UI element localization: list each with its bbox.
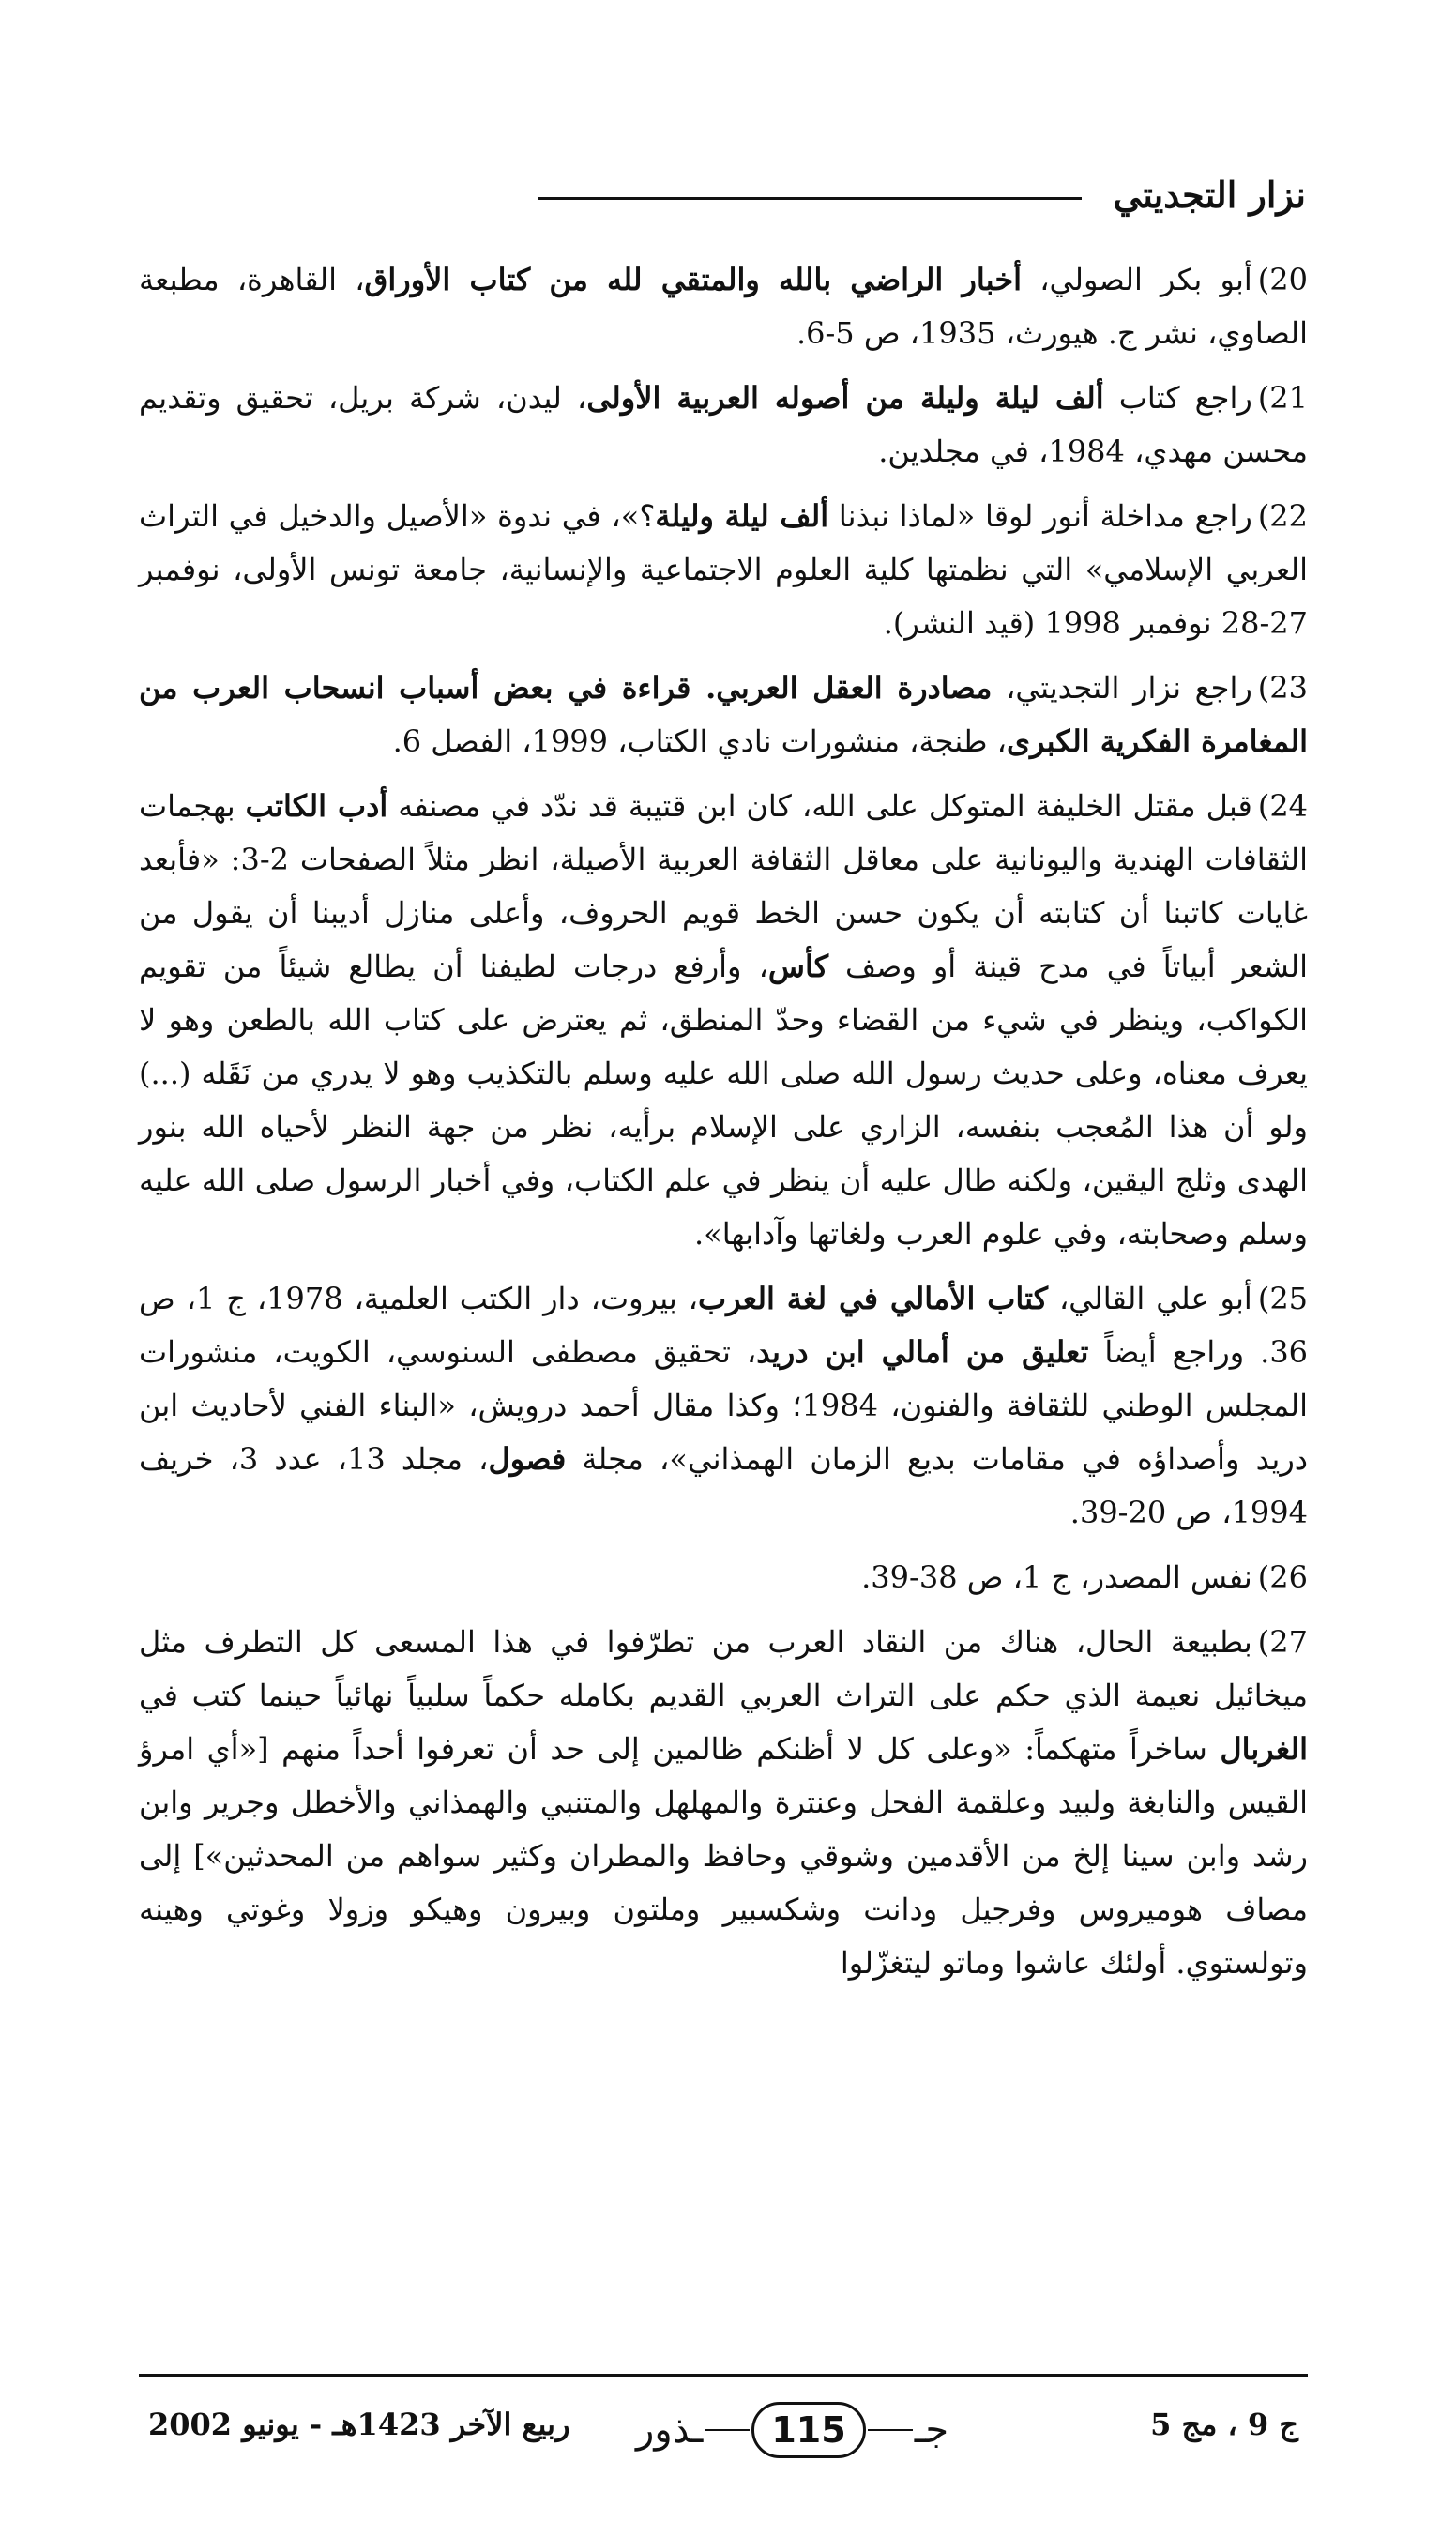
journal-line-right: [868, 2429, 913, 2431]
footnote-text: ؟»، في ندوة «الأصيل والدخيل في التراث العربي الإسلامي» التي نظمتها كلية العلوم الاجتماعية والإنسانية، جامعة تونس الأولى، نوفمبر 27-28 نوفمبر 1998 (قيد النشر).: [139, 498, 1309, 641]
footnote-text: ، ليدن، شركة بريل، تحقيق وتقديم محسن مهدي، 1984، في مجلدين.: [139, 380, 1308, 469]
footnote-text: ساخراً متهكماً: «وعلى كل لا أظنكم ظالمين إلى حد أن تعرفوا أحداً منهم [«أي امرؤ القيس والنابغة ولبيد وعلقمة الفحل وعنترة والمهلهل والمتنبي والهمذاني والأخطل وجرير وابن رشد وابن سينا إلخ من الأقدمين وشوقي وحافظ والمطران وكثير سواهم من المحدثين»] إلى مصاف هوميروس وفرجيل ودانت وشكسبير وملتون وبيرون وهيكو وزولا وغوتي وهينه وتولستوي. أولئك عاشوا وماتو ليتغزّلوا: [139, 1731, 1309, 1981]
footnote-title: أخبار الراضي بالله والمتقي لله من كتاب الأوراق: [364, 262, 1022, 297]
footnote: [139, 1551, 1308, 1604]
footnote-number: 26): [1257, 1559, 1308, 1595]
footnote-text: أبو علي القالي،: [1048, 1281, 1252, 1316]
footnote-title: ألف ليلة وليلة من أصوله العربية الأولى: [586, 380, 1104, 416]
footnote: [139, 490, 1308, 650]
footnote-text: قبل مقتل الخليفة المتوكل على الله، كان ابن قتيبة قد ندّد في مصنفه: [387, 788, 1252, 824]
footnote-text: راجع مداخلة أنور لوقا «لماذا نبذنا: [828, 498, 1252, 534]
footnote-text: بطبيعة الحال، هناك من النقاد العرب من تطرّفوا في هذا المسعى كل التطرف مثل ميخائيل نعيمة الذي حكم على التراث العربي القديم بكامله حكماً سلبياً نهائياً حينما كتب في: [139, 1624, 1308, 1713]
footnote-text: ، تحقيق مصطفى السنوسي، الكويت، منشورات المجلس الوطني للثقافة والفنون، 1984؛ وكذا مقال أحمد درويش، «البناء الفني لأحاديث ابن دريد وأصداؤه في مقامات بديع الزمان الهمذاني»، مجلة: [139, 1334, 1309, 1477]
footer-rule: [139, 2374, 1308, 2377]
footnote-text: راجع نزار التجديتي،: [992, 670, 1252, 706]
header-author: نزار التجديتي: [1113, 173, 1306, 216]
page-footer: [139, 2397, 1308, 2472]
footnote-number: 23): [1257, 670, 1308, 706]
footnote: [139, 253, 1308, 360]
footnote: [139, 1616, 1308, 1990]
footnote-title: فصول: [488, 1441, 567, 1477]
footnote-text: أبو بكر الصولي،: [1022, 262, 1252, 297]
footnote-text: ، مجلد 13، عدد 3، خريف 1994، ص 20-39.: [139, 1441, 1308, 1530]
footnote-text: ، وأرفع درجات لطيفنا أن يطالع شيئاً من تقويم الكواكب، وينظر في شيء من القضاء وحدّ المنطق، ثم يعترض على كتاب الله بالطعن وهو لا يعرف معناه، وعلى حديث رسول الله صلى الله عليه وسلم بالتكذيب وهو لا يدري من نَقَله (...) ولو أن هذا المُعجب بنفسه، الزاري على الإسلام برأيه، نظر من جهة النظر لأحياه الله بنور الهدى وثلج اليقين، ولكنه طال عليه أن ينظر في علم الكتاب، وفي أخبار الرسول صلى الله عليه وسلم وصحابته، وفي علوم العرب ولغاتها وآدابها».: [139, 949, 1309, 1252]
footnote-number: 25): [1257, 1281, 1309, 1316]
footnote: [139, 372, 1308, 479]
footnote-text: ، طنجة، منشورات نادي الكتاب، 1999، الفصل 6.: [392, 723, 1007, 759]
footer-journal: [636, 2397, 948, 2463]
footnote-number: 20): [1257, 262, 1308, 297]
footnote-text: بهجمات الثقافات الهندية واليونانية على معاقل الثقافة العربية الأصيلة، انظر مثلاً الصفحات 2-3: «فأبعد غايات كاتبنا أن كتابته أن يكون حسن الخط قويم الحروف، وأعلى منازل أديبنا أن يقول من الشعر أبياتاً في مدح قينة أو وصف: [139, 788, 1309, 984]
footnote: [139, 661, 1308, 768]
footnote: [139, 780, 1308, 1261]
footnote-number: 22): [1257, 498, 1309, 534]
footnote-title: كأس: [767, 949, 828, 984]
footnote-text: ، القاهرة، مطبعة الصاوي، نشر ج. هيورث، 1935، ص 5-6.: [139, 262, 1308, 351]
footnote-number: 27): [1257, 1624, 1308, 1660]
footnote-text: ، بيروت، دار الكتب العلمية، 1978، ج 1، ص 36. وراجع أيضاً: [139, 1281, 1309, 1370]
footnote-text: نفس المصدر، ج 1، ص 38-39.: [861, 1559, 1252, 1595]
journal-line-left: [705, 2429, 750, 2431]
footnote-number: 21): [1257, 380, 1309, 416]
footer-date: ربيع الآخر 1423هـ - يونيو 2002: [148, 2407, 570, 2442]
footnote-title: تعليق من أمالي ابن دريد: [756, 1334, 1089, 1370]
footnote-title: مصادرة العقل العربي. قراءة في بعض أسباب انسحاب العرب من المغامرة الفكرية الكبرى: [139, 670, 1308, 759]
footnote-text: راجع كتاب: [1103, 380, 1252, 416]
journal-name-start: جـ: [914, 2408, 949, 2452]
footnote-title: الغربال: [1220, 1731, 1308, 1767]
footnote: [139, 1272, 1308, 1540]
footnote-title: كتاب الأمالي في لغة العرب: [698, 1281, 1049, 1316]
footnotes-list: [139, 253, 1308, 2001]
footnote-title: أدب الكاتب: [245, 788, 388, 824]
journal-name-end: ـذور: [636, 2408, 704, 2452]
page-number: 115: [751, 2402, 865, 2458]
header-rule: [538, 197, 1082, 200]
footnote-number: 24): [1257, 788, 1309, 824]
footer-issue: ج 9 ، مج 5: [1150, 2407, 1298, 2442]
running-header: [141, 161, 1306, 227]
footnote-title: ألف ليلة وليلة: [655, 498, 829, 534]
